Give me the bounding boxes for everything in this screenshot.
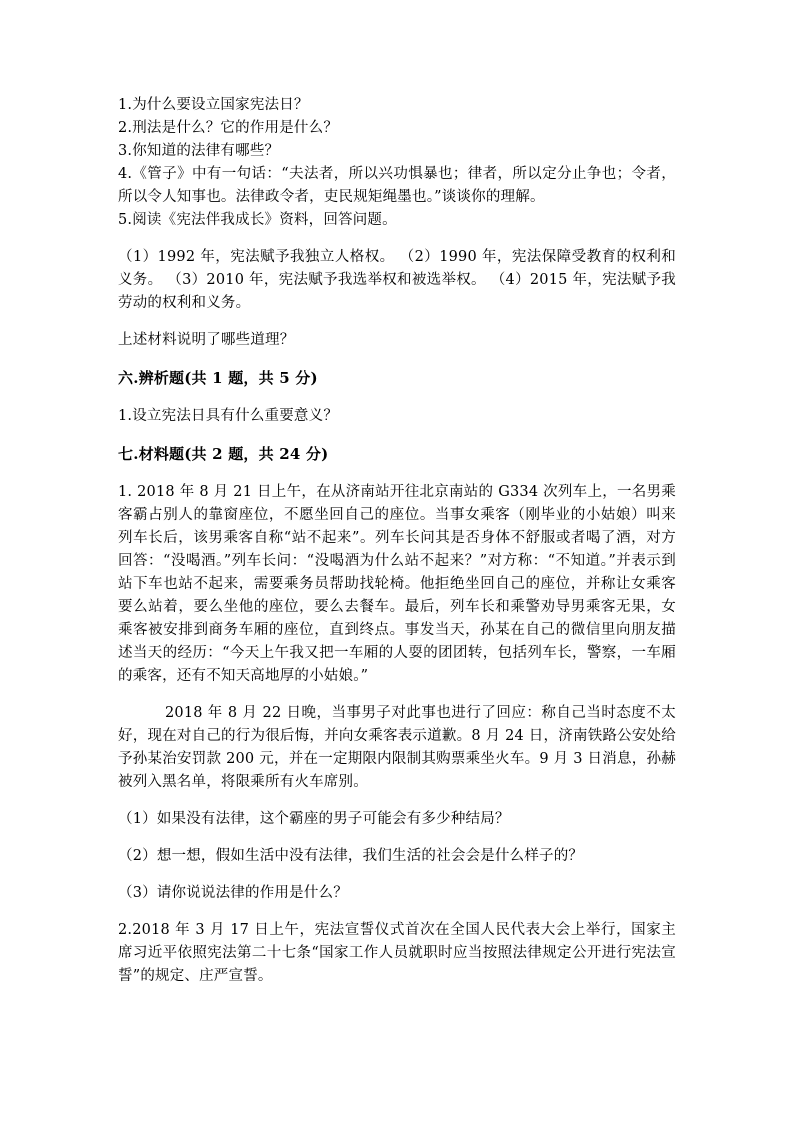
material-1-question-1: （1）如果没有法律，这个霸座的男子可能会有多少种结局？ — [118, 811, 510, 827]
section-6-question-1: 1.设立宪法日具有什么重要意义？ — [118, 408, 339, 424]
material-1-question-3: （3）请你说说法律的作用是什么？ — [118, 885, 348, 901]
material-1-paragraph-2: 2018 年 8 月 22 日晚，当事男子对此事也进行了回应：称自己当时态度不太好，现在对自己的行为很后悔，并向女乘客表示道歉。8 月 24 日，济南铁路公安处给予孙某治安罚款 200 元，并在一定期限内限制其购票乘坐火车。9 月 3 日消息，孙赫被列入黑名单，将限乘所有火车席别。 — [118, 705, 676, 790]
question-5: 5.阅读《宪法伴我成长》资料，回答问题。 — [118, 212, 397, 228]
question-3: 3.你知道的法律有哪些？ — [118, 143, 280, 159]
section-7-heading: 七.材料题(共 2 题，共 24 分) — [118, 445, 329, 463]
material-1-question-2: （2）想一想，假如生活中没有法律，我们生活的社会会是什么样子的？ — [118, 848, 584, 864]
question-1: 1.为什么要设立国家宪法日？ — [118, 97, 309, 113]
question-4: 4.《管子》中有一句话：“夫法者，所以兴功惧暴也；律者，所以定分止争也；令者，所以令人知事也。法律政令者，吏民规矩绳墨也。”谈谈你的理解。 — [118, 166, 676, 205]
question-2: 2.刑法是什么？它的作用是什么？ — [118, 120, 339, 136]
document-page — [118, 94, 676, 988]
question-5-prompt: 上述材料说明了哪些道理？ — [118, 332, 295, 348]
section-6-heading: 六.辨析题(共 1 题，共 5 分) — [118, 369, 318, 387]
material-1-paragraph-1: 1. 2018 年 8 月 21 日上午，在从济南站开往北京南站的 G334 次列车上，一名男乘客霸占别人的靠窗座位，不愿坐回自己的座位。当事女乘客（刚毕业的小姑娘）叫来列车长后，该男乘客自称“站不起来”。列车长问其是否身体不舒服或者喝了酒，对方回答：“没喝酒。”列车长问：“没喝酒为什么站不起来？”对方称：“不知道。”并表示到站下车也站不起来，需要乘务员帮助找轮椅。他拒绝坐回自己的座位，并称让女乘客要么站着，要么坐他的座位，要么去餐车。最后，列车长和乘警劝导男乘客无果，女乘客被安排到商务车厢的座位，直到终点。事发当天，孙某在自己的微信里向朋友描述当天的经历：“今天上午我又把一车厢的人耍的团团转，包括列车长，警察，一车厢的乘客，还有不知天高地厚的小姑娘。” — [118, 484, 676, 684]
material-2-paragraph-1: 2.2018 年 3 月 17 日上午，宪法宣誓仪式首次在全国人民代表大会上举行，国家主席习近平依照宪法第二十七条“国家工作人员就职时应当按照法律规定公开进行宪法宣誓”的规定、庄严宣誓。 — [118, 922, 676, 984]
question-5-material: （1）1992 年，宪法赋予我独立人格权。 （2）1990 年，宪法保障受教育的权利和义务。 （3）2010 年，宪法赋予我选举权和被选举权。 （4）2015 年，宪法赋予我劳动的权利和义务。 — [118, 249, 676, 311]
